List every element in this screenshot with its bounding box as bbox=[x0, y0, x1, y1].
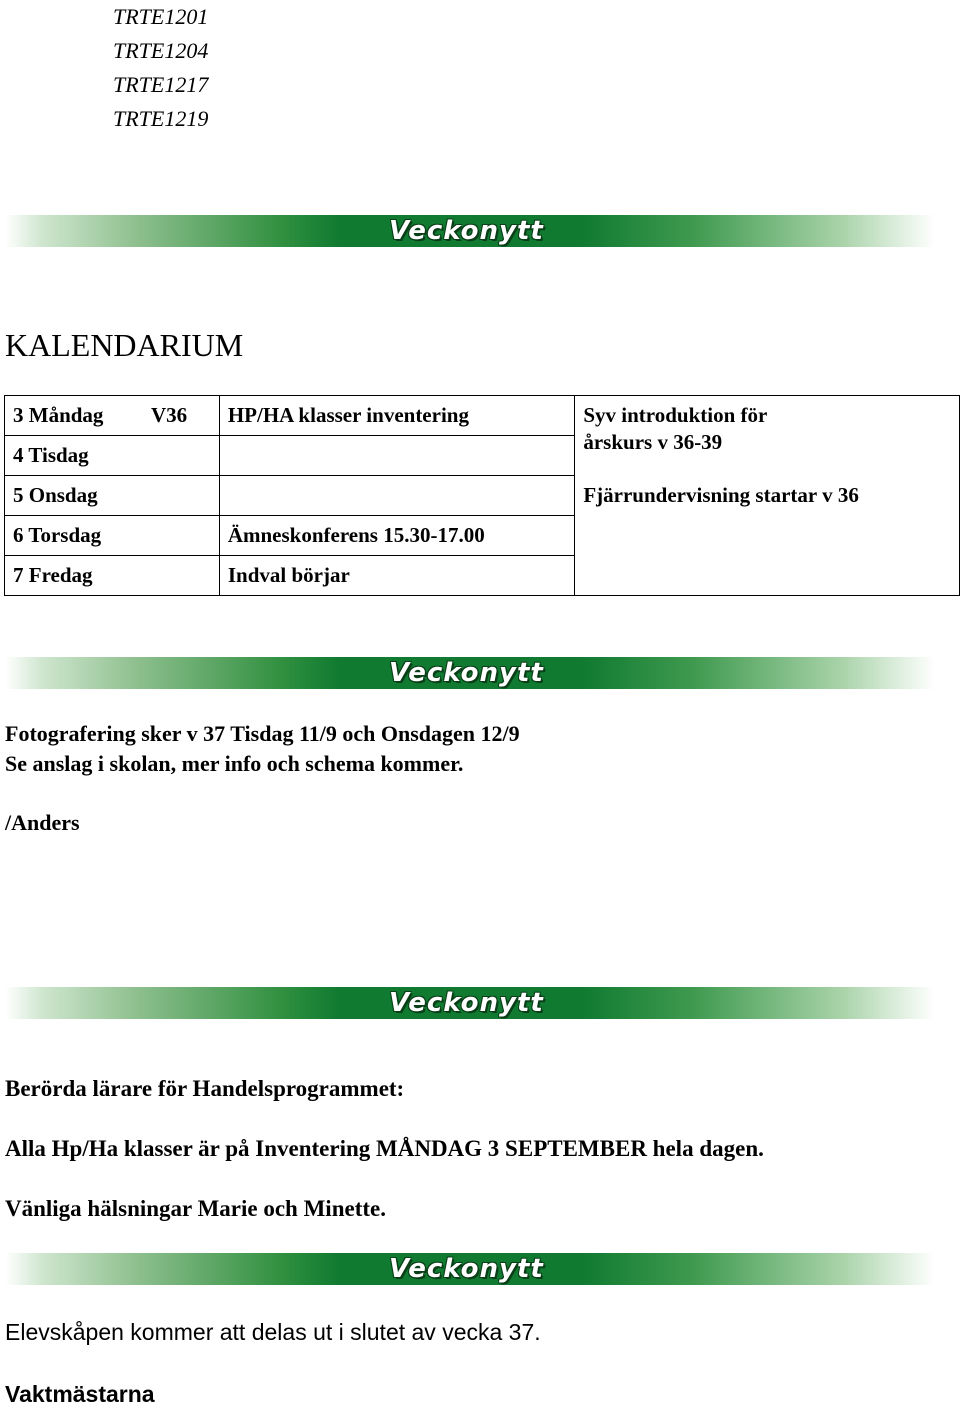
day-cell: 6 Torsdag bbox=[5, 516, 220, 556]
day-label: 3 Måndag bbox=[13, 403, 104, 427]
side-note: Fjärrundervisning startar v 36 bbox=[583, 483, 859, 507]
banner-label: Veckonytt bbox=[389, 988, 544, 1018]
foto-notice bbox=[5, 719, 520, 838]
notice-line: Elevskåpen kommer att delas ut i slutet av vecka 37. bbox=[5, 1319, 541, 1345]
veckonytt-banner bbox=[5, 987, 935, 1019]
notice-line: Vänliga hälsningar Marie och Minette. bbox=[5, 1196, 386, 1221]
event-cell: Ämneskonferens 15.30-17.00 bbox=[219, 516, 575, 556]
notice-line: Fotografering sker v 37 Tisdag 11/9 och Onsdagen 12/9 bbox=[5, 721, 520, 746]
course-code: TRTE1217 bbox=[113, 72, 209, 97]
veckonytt-banner bbox=[5, 657, 935, 689]
banner-label: Veckonytt bbox=[389, 1254, 544, 1284]
event-cell: HP/HA klasser inventering bbox=[219, 396, 575, 436]
course-code: TRTE1201 bbox=[113, 4, 209, 29]
notice-line: Se anslag i skolan, mer info och schema kommer. bbox=[5, 751, 464, 776]
veckonytt-banner bbox=[5, 1253, 935, 1285]
calendar-table bbox=[4, 395, 960, 596]
course-code-list bbox=[113, 0, 208, 136]
week-label: V36 bbox=[151, 403, 188, 427]
page-title: KALENDARIUM bbox=[5, 327, 244, 363]
handels-notice bbox=[5, 1074, 764, 1224]
banner-label: Veckonytt bbox=[389, 658, 544, 688]
event-cell: Indval börjar bbox=[219, 556, 575, 596]
day-cell: 5 Onsdag bbox=[5, 476, 220, 516]
side-notes-cell bbox=[575, 396, 960, 596]
skap-notice bbox=[5, 1316, 541, 1410]
side-note: Syv introduktion för årskurs v 36-39 bbox=[583, 403, 767, 454]
notice-line: Berörda lärare för Handelsprogrammet: bbox=[5, 1076, 405, 1101]
day-cell bbox=[5, 396, 220, 436]
banner-label: Veckonytt bbox=[389, 216, 544, 246]
signature: /Anders bbox=[5, 810, 80, 835]
day-cell: 4 Tisdag bbox=[5, 436, 220, 476]
day-cell: 7 Fredag bbox=[5, 556, 220, 596]
course-code: TRTE1204 bbox=[113, 38, 209, 63]
course-code: TRTE1219 bbox=[113, 106, 209, 131]
veckonytt-banner bbox=[5, 215, 935, 247]
event-cell bbox=[219, 476, 575, 516]
event-cell bbox=[219, 436, 575, 476]
signature: Vaktmästarna bbox=[5, 1381, 155, 1407]
notice-line: Alla Hp/Ha klasser är på Inventering MÅNDAG 3 SEPTEMBER hela dagen. bbox=[5, 1136, 764, 1161]
table-row bbox=[5, 396, 960, 436]
